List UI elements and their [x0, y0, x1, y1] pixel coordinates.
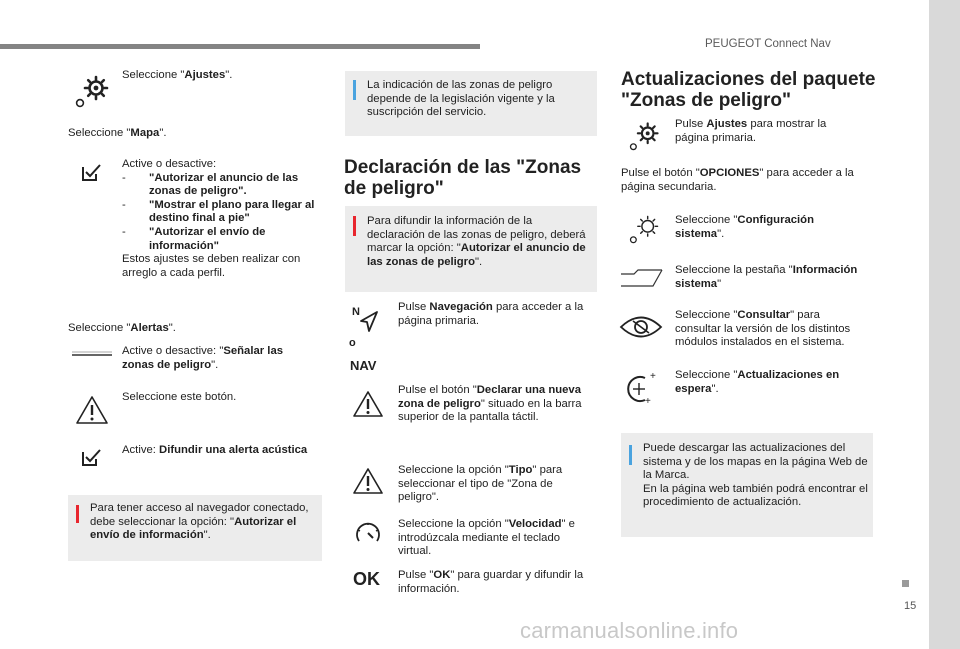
checkbox-icon: [82, 163, 102, 181]
warning-box-text: Para tener acceso al navegador conectado, debe seleccionar la opción: "Autorizar el envío de información".: [90, 502, 309, 542]
opcion-velocidad: Seleccione la opción "Velocidad" e introdúzcala mediante el teclado virtual.: [398, 518, 575, 558]
warning-triangle-icon: [352, 467, 384, 495]
pulse-ok: Pulse "OK" para guardar y difundir la información.: [398, 569, 584, 595]
info-bar: [353, 80, 356, 100]
gear-icon: [628, 119, 662, 153]
nav-label: NAV: [350, 358, 377, 373]
pulse-ajustes: Pulse Ajustes para mostrar la página primaria.: [675, 118, 827, 144]
seleccione-alertas: Seleccione "Alertas".: [68, 322, 176, 334]
section-heading-actualizaciones: Actualizaciones del paquete "Zonas de peligro": [621, 69, 876, 111]
ok-icon: OK: [353, 569, 380, 589]
ajustes-note: Estos ajustes se deben realizar con arreglo a cada perfil.: [122, 253, 301, 279]
warning-triangle-icon: [75, 395, 109, 425]
seleccione-boton: Seleccione este botón.: [122, 391, 237, 403]
update-icon: [623, 370, 659, 406]
pulse-navegacion: Pulse Navegación para acceder a la página primaria.: [398, 301, 584, 327]
header-title: PEUGEOT Connect Nav: [705, 38, 831, 50]
navigation-arrow-icon: [352, 304, 382, 334]
svg-text:+: +: [650, 371, 656, 382]
toggle-bar-icon: [72, 351, 112, 357]
warning-box-text: Para difundir la información de la declaración de las zonas de peligro, deberá marcar la opción: "Autorizar el anuncio de las zonas de peligro".: [367, 215, 586, 268]
seleccione-mapa: Seleccione "Mapa".: [68, 127, 167, 139]
info-box-text: La indicación de las zonas de peligro depende de la legislación vigente y la suscripción del servicio.: [367, 79, 555, 119]
ajustes-mapa-block: [122, 158, 322, 280]
section-heading-declaracion: Declaración de las "Zonas de peligro": [344, 157, 582, 199]
actualizaciones-espera: Seleccione "Actualizaciones en espera".: [675, 369, 840, 395]
pulse-opciones: Pulse el botón "OPCIONES" para acceder a la página secundaria.: [621, 167, 854, 193]
svg-text:+: +: [645, 396, 651, 406]
info-box: [345, 71, 597, 136]
info-bar: [629, 445, 632, 465]
page-marker: [902, 580, 909, 587]
activo-difundir: Active: Difundir una alerta acústica: [122, 444, 308, 456]
senalar-zonas: Active o desactive: "Señalar las zonas de peligro".: [122, 345, 284, 371]
pulse-declarar: Pulse el botón "Declarar una nueva zona de peligro" situado en la barra superior de la pantalla táctil.: [398, 384, 582, 424]
nav-or: o: [349, 337, 356, 349]
list-item: - "Autorizar el envío de información": [122, 225, 266, 252]
header-rule: [0, 44, 480, 49]
active-desactive-intro: Active o desactive:: [122, 158, 217, 170]
page-number: 15: [904, 600, 917, 612]
list-item: - "Autorizar el anuncio de las zonas de peligro".: [122, 171, 299, 198]
warning-bar: [353, 216, 356, 236]
speedometer-icon: [354, 520, 382, 546]
watermark: carmanualsonline.info: [520, 618, 739, 643]
opcion-tipo: Seleccione la opción "Tipo" para seleccionar el tipo de "Zona de peligro".: [398, 464, 563, 504]
warning-bar: [76, 505, 79, 523]
config-sistema: Seleccione "Configuración sistema".: [675, 214, 814, 240]
info-box-text: Puede descargar las actualizaciones del sistema y de los mapas en la página Web de la Marca. En la página web también podrá encontrar el procedimiento de actualización.: [643, 442, 868, 509]
page-sidebar: [929, 0, 960, 649]
warning-triangle-icon: [352, 390, 384, 418]
info-box: [621, 433, 873, 537]
svg-text:N: N: [352, 306, 360, 318]
options-list: [122, 172, 322, 254]
eye-icon: [619, 314, 663, 340]
list-item: - "Mostrar el plano para llegar al destino final a pie": [122, 198, 315, 225]
warning-box: [68, 495, 322, 561]
warning-box: [345, 206, 597, 292]
tab-icon: [620, 268, 664, 288]
checkbox-icon: [82, 448, 102, 466]
seleccione-ajustes: Seleccione "Ajustes".: [122, 69, 233, 81]
pestana-info: Seleccione la pestaña "Información sistema": [675, 264, 858, 290]
gear-icon: [74, 72, 112, 110]
consultar: Seleccione "Consultar" para consultar la versión de los distintos módulos instalados en el sistema.: [675, 309, 851, 349]
gear-icon: [628, 212, 662, 246]
